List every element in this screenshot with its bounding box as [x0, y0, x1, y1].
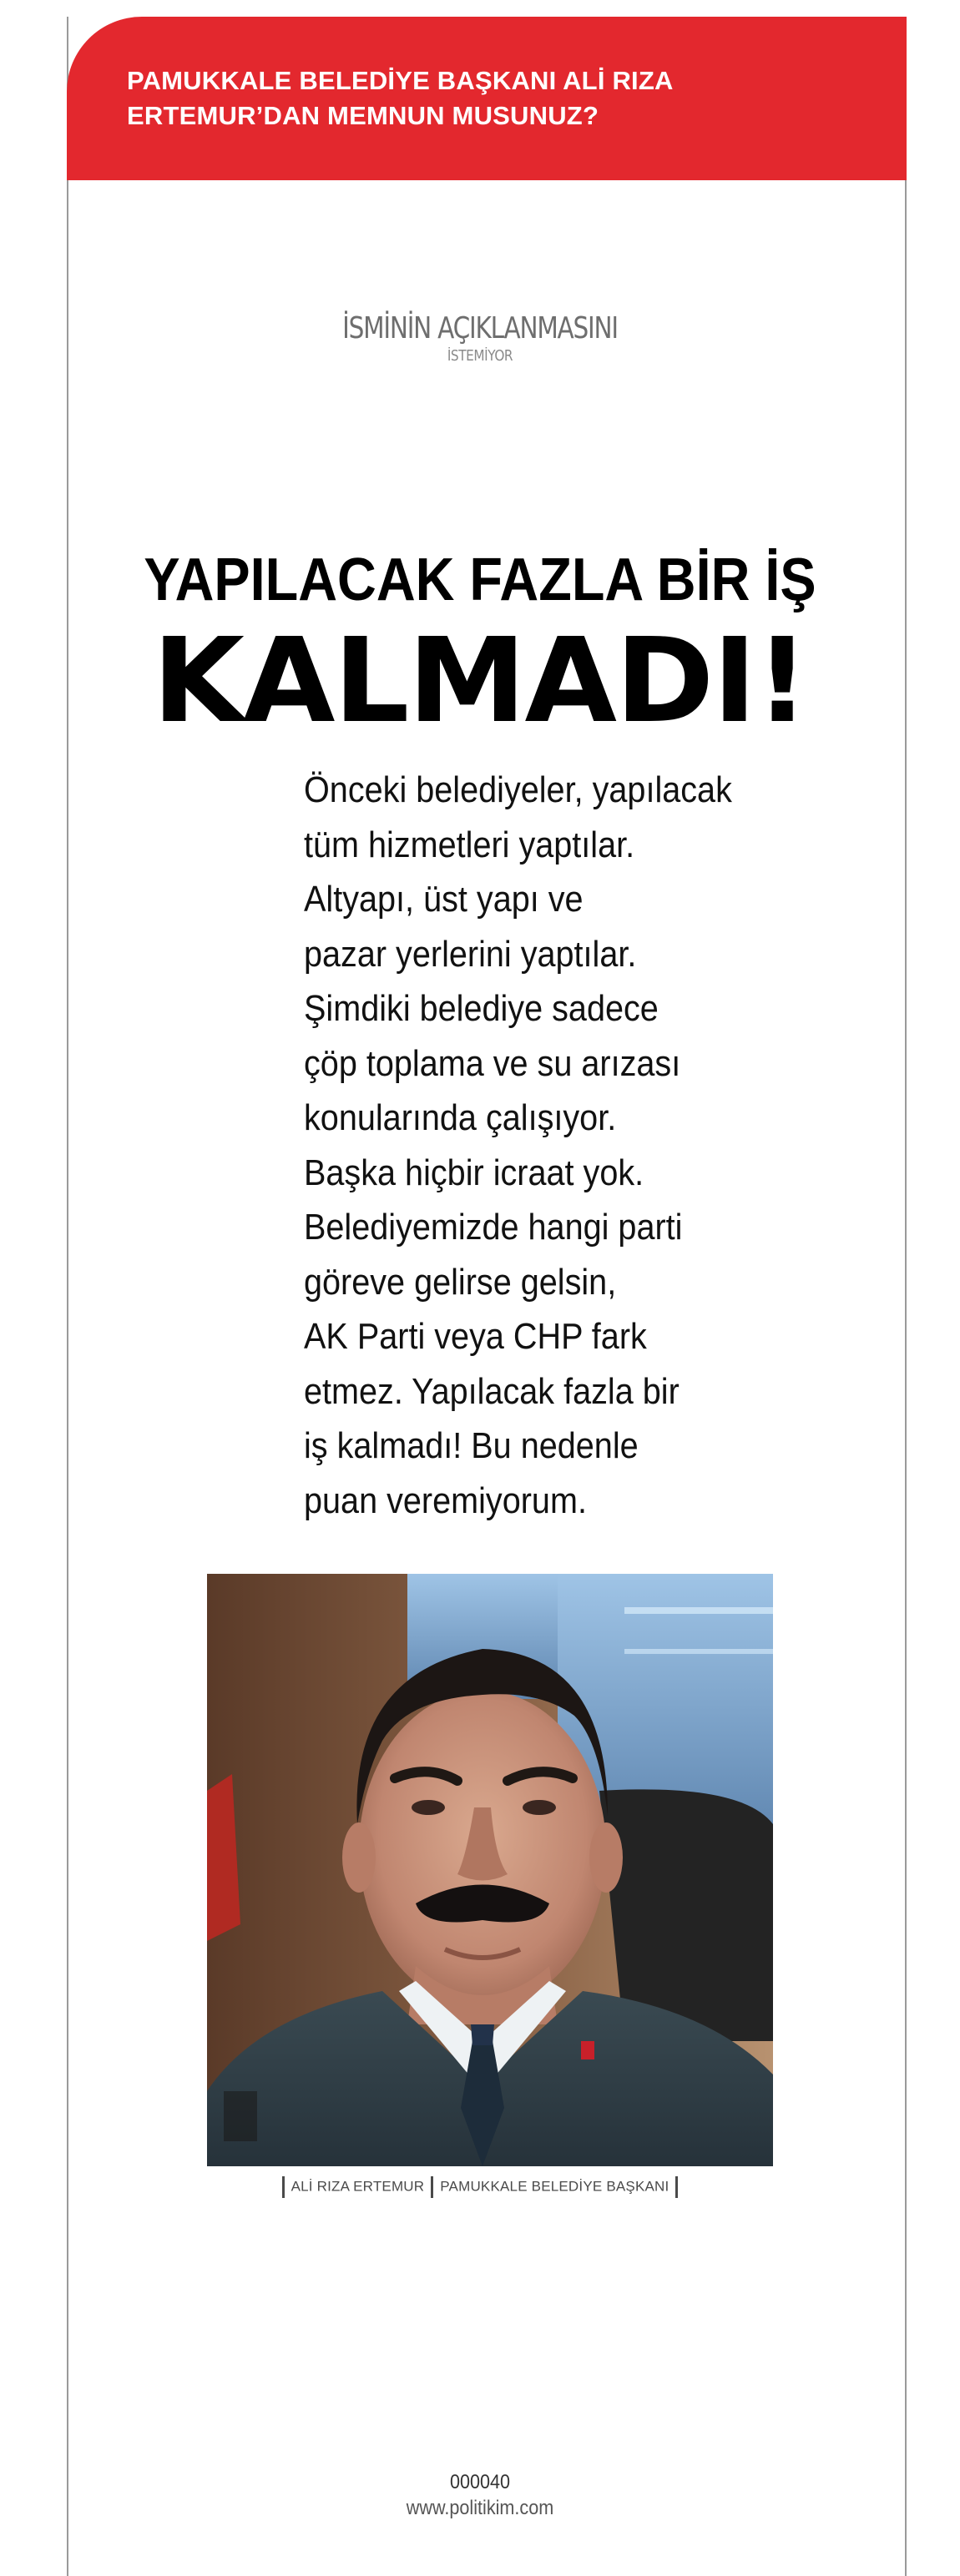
quote-line: Önceki belediyeler, yapılacak: [304, 769, 732, 810]
footer-url: www.politikim.com: [406, 2497, 554, 2519]
respondent-main: İSMİNİN AÇIKLANMASINI: [342, 311, 618, 345]
quote-line: puan veremiyorum.: [304, 1480, 587, 1521]
quote-body: [304, 763, 732, 1528]
caption-title: PAMUKKALE BELEDİYE BAŞKANI: [440, 2178, 669, 2195]
question-banner: [67, 17, 907, 180]
banner-line-1: PAMUKKALE BELEDİYE BAŞKANI ALİ RIZA: [127, 66, 674, 95]
caption-name: ALİ RIZA ERTEMUR: [291, 2178, 425, 2195]
quote-line: çöp toplama ve su arızası: [304, 1042, 681, 1084]
quote-line: Başka hiçbir icraat yok.: [304, 1152, 644, 1193]
quote-line: Şimdiki belediye sadece: [304, 988, 659, 1029]
caption-divider: [675, 2176, 678, 2198]
quote-line: iş kalmadı! Bu nedenle: [304, 1425, 639, 1466]
quote-line: konularında çalışıyor.: [304, 1097, 617, 1138]
headline-line-2: KALMADI!: [152, 613, 808, 749]
caption-divider: [282, 2176, 285, 2198]
quote-line: tüm hizmetleri yaptılar.: [304, 824, 635, 865]
quote-line: pazar yerlerini yaptılar.: [304, 933, 637, 975]
quote-line: AK Parti veya CHP fark: [304, 1316, 647, 1357]
headline-line-1: YAPILACAK FAZLA BİR İŞ: [144, 547, 816, 613]
mayor-portrait-photo: [207, 1574, 773, 2166]
caption-divider: [431, 2176, 433, 2198]
quote-line: etmez. Yapılacak fazla bir: [304, 1370, 680, 1412]
respondent-sub: İSTEMİYOR: [447, 347, 513, 365]
footer-code: 000040: [449, 2471, 511, 2493]
respondent-label: [0, 310, 960, 365]
photo-caption: [0, 2175, 960, 2198]
quote-line: göreve gelirse gelsin,: [304, 1261, 617, 1303]
page-footer: [0, 2470, 960, 2522]
banner-line-2: ERTEMUR’DAN MEMNUN MUSUNUZ?: [127, 101, 599, 130]
quote-line: Belediyemizde hangi parti: [304, 1207, 683, 1248]
quote-line: Altyapı, üst yapı ve: [304, 879, 584, 920]
